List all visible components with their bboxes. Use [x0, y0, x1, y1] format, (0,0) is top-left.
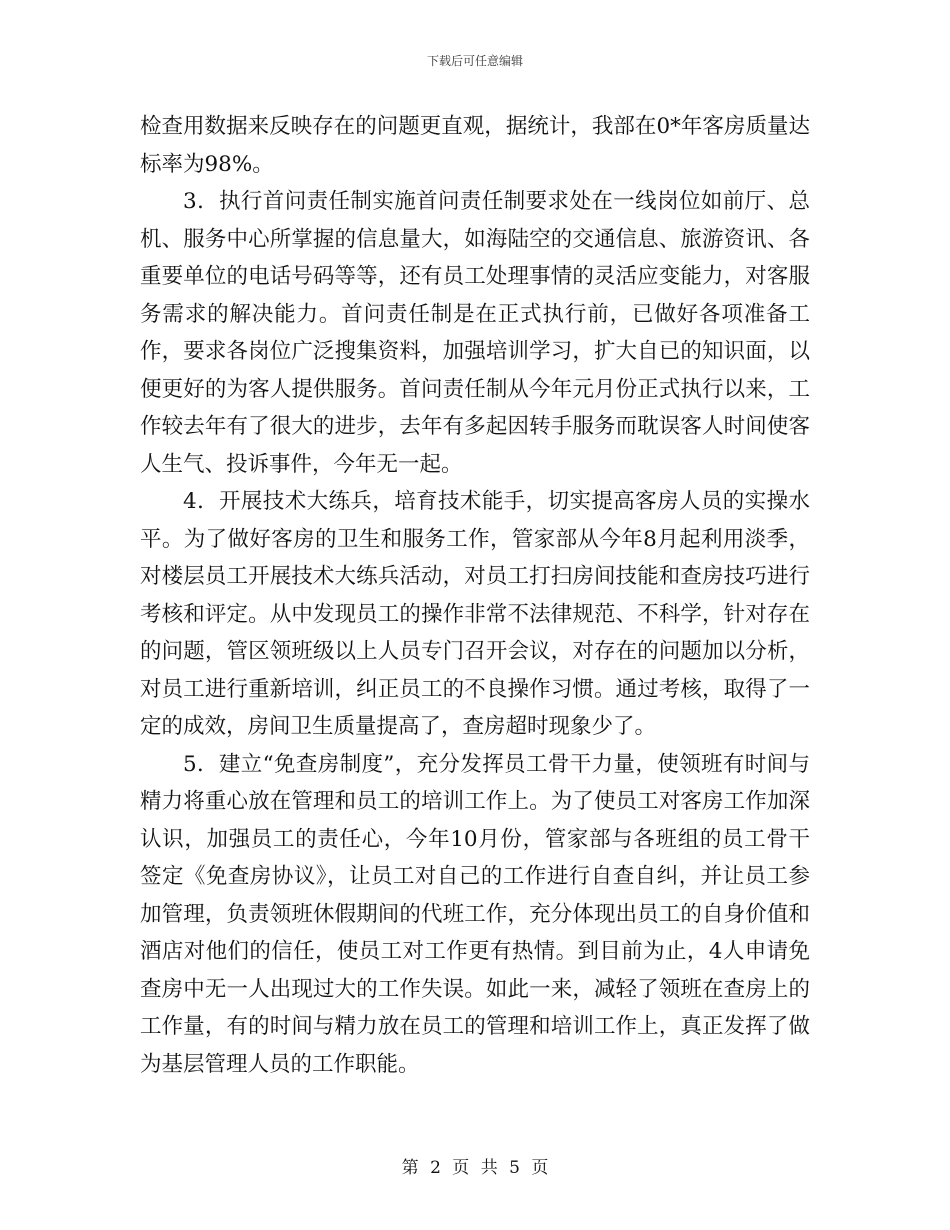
paragraph-item-3: 3．执行首问责任制实施首问责任制要求处在一线岗位如前厅、总机、服务中心所掌握的信息量大，如海陆空的交通信息、旅游资讯、各重要单位的电话号码等等，还有员工处理事情的灵活应变能力，对客服务需求的解决能力。首问责任制是在正式执行前，已做好各项准备工作，要求各岗位广泛搜集资料，加强培训学习，扩大自已的知识面，以便更好的为客人提供服务。首问责任制从今年元月份正式执行以来，工作较去年有了很大的进步，去年有多起因转手服务而耽误客人时间使客人生气、投诉事件，今年无一起。 — [140, 189, 810, 477]
document-body — [140, 108, 810, 1083]
page-number-footer: 第 2 页 共 5 页 — [401, 1158, 549, 1178]
paragraph-item-4: 4．开展技术大练兵，培育技术能手，切实提高客房人员的实操水平。为了做好客房的卫生和服务工作，管家部从今年8月起利用淡季，对楼层员工开展技术大练兵活动，对员工打扫房间技能和查房技巧进行考核和评定。从中发现员工的操作非常不法律规范、不科学，针对存在的问题，管区领班级以上人员专门召开会议，对存在的问题加以分析，对员工进行重新培训，纠正员工的不良操作习惯。通过考核，取得了一定的成效，房间卫生质量提高了，查房超时现象少了。 — [140, 489, 810, 739]
page-header: 下载后可任意编辑 — [426, 54, 523, 68]
paragraph-item-5: 5．建立“免查房制度”，充分发挥员工骨干力量，使领班有时间与精力将重心放在管理和员工的培训工作上。为了使员工对客房工作加深认识，加强员工的责任心，今年10月份，管家部与各班组的员工骨干签定《免查房协议》，让员工对自己的工作进行自查自纠，并让员工参加管理，负责领班休假期间的代班工作，充分体现出员工的自身价值和酒店对他们的信任，使员工对工作更有热情。到目前为止，4人申请免查房中无一人出现过大的工作失误。如此一来，减轻了领班在查房上的工作量，有的时间与精力放在员工的管理和培训工作上，真正发挥了做为基层管理人员的工作职能。 — [140, 751, 810, 1077]
paragraph-continuation: 检查用数据来反映存在的问题更直观，据统计，我部在0*年客房质量达标率为98%。 — [140, 114, 810, 177]
